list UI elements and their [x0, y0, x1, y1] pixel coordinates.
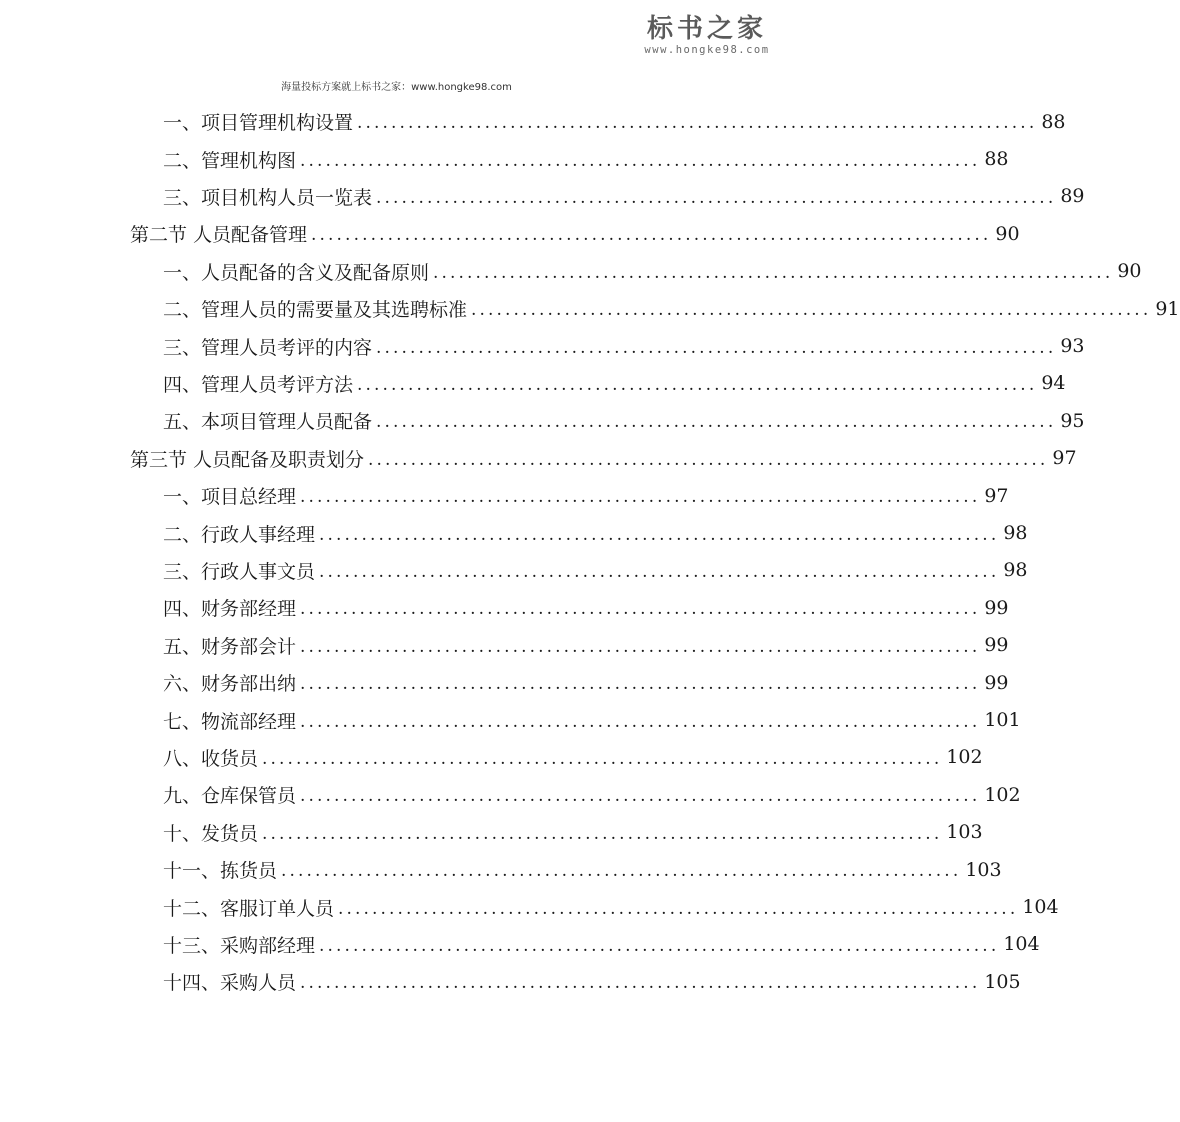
toc-entry-page: 95	[1060, 409, 1085, 432]
toc-entry-title: 二、行政人事经理	[163, 523, 316, 546]
toc-entry[interactable]	[163, 814, 983, 851]
toc-entry[interactable]	[163, 365, 1066, 402]
toc-entry[interactable]	[163, 739, 983, 776]
toc-dot-leader: ................................................................................	[357, 113, 1038, 134]
toc-entry-page: 88	[1041, 110, 1066, 133]
toc-dot-leader: ................................................................................	[300, 674, 981, 695]
toc-entry-page: 104	[1022, 896, 1059, 919]
toc-entry[interactable]	[163, 477, 1009, 514]
toc-dot-leader: ................................................................................	[300, 711, 981, 732]
toc-entry-page: 99	[984, 671, 1009, 694]
toc-entry[interactable]	[163, 253, 1142, 290]
toc-entry-title: 一、项目管理机构设置	[163, 112, 354, 135]
toc-entry-page: 101	[984, 709, 1021, 732]
toc-entry[interactable]	[163, 103, 1066, 140]
toc-entry-title: 十四、采购人员	[163, 972, 297, 995]
toc-entry-page: 88	[984, 148, 1009, 171]
toc-entry[interactable]	[163, 589, 1009, 626]
toc-entry-title: 四、财务部经理	[163, 598, 297, 621]
toc-entry-title: 第二节 人员配备管理	[130, 224, 308, 247]
toc-entry-title: 五、本项目管理人员配备	[163, 411, 373, 434]
header-banner: 海量投标方案就上标书之家：www.hongke98.com	[281, 82, 512, 93]
toc-entry-page: 103	[946, 821, 983, 844]
toc-entry-page: 90	[995, 222, 1020, 245]
toc-entry-page: 98	[1003, 522, 1028, 545]
toc-dot-leader: ................................................................................	[471, 300, 1152, 321]
toc-entry-title: 一、项目总经理	[163, 486, 297, 509]
toc-entry[interactable]	[163, 627, 1009, 664]
toc-dot-leader: ................................................................................	[319, 524, 1000, 545]
toc-entry-page: 90	[1117, 260, 1142, 283]
toc-entry-page: 94	[1041, 372, 1066, 395]
toc-entry[interactable]	[163, 664, 1009, 701]
toc-entry[interactable]	[163, 514, 1028, 551]
toc-dot-leader: ................................................................................	[300, 973, 981, 994]
toc-dot-leader: ................................................................................	[300, 786, 981, 807]
toc-dot-leader: ................................................................................	[357, 374, 1038, 395]
toc-dot-leader: ................................................................................	[281, 861, 962, 882]
toc-entry-page: 102	[984, 783, 1021, 806]
toc-entry-page: 105	[984, 970, 1021, 993]
toc-entry-page: 99	[984, 634, 1009, 657]
toc-dot-leader: ................................................................................	[376, 337, 1057, 358]
toc-entry-page: 97	[984, 484, 1009, 507]
toc-entry-title: 六、财务部出纳	[163, 673, 297, 696]
toc-entry[interactable]	[163, 701, 1021, 738]
toc-entry-page: 102	[946, 746, 983, 769]
toc-entry[interactable]	[163, 888, 1059, 925]
toc-entry-title: 九、仓库保管员	[163, 785, 297, 808]
toc-dot-leader: ................................................................................	[376, 412, 1057, 433]
toc-entry[interactable]	[163, 327, 1085, 364]
toc-entry-page: 97	[1052, 447, 1077, 470]
toc-entry-title: 三、项目机构人员一览表	[163, 186, 373, 209]
toc-dot-leader: ................................................................................	[368, 449, 1049, 470]
toc-entry-title: 第三节 人员配备及职责划分	[130, 448, 365, 471]
toc-entry-title: 十三、采购部经理	[163, 934, 316, 957]
toc-entry[interactable]	[163, 926, 1040, 963]
toc-dot-leader: ................................................................................	[433, 262, 1114, 283]
toc-dot-leader: ................................................................................	[376, 187, 1057, 208]
toc-entry[interactable]	[163, 963, 1021, 1000]
toc-entry-title: 五、财务部会计	[163, 635, 297, 658]
toc-entry-title: 一、人员配备的含义及配备原则	[163, 261, 430, 284]
toc-dot-leader: ................................................................................	[300, 599, 981, 620]
toc-entry-title: 十二、客服订单人员	[163, 897, 335, 920]
toc-entry[interactable]	[163, 552, 1028, 589]
site-logo	[643, 14, 771, 57]
toc-dot-leader: ................................................................................	[311, 225, 992, 246]
toc-entry-title: 十一、拣货员	[163, 860, 278, 883]
toc-entry-page: 91	[1155, 297, 1180, 320]
toc-dot-leader: ................................................................................	[262, 748, 943, 769]
toc-entry-page: 104	[1003, 933, 1040, 956]
logo-url: www.hongke98.com	[644, 44, 770, 56]
toc-dot-leader: ................................................................................	[262, 823, 943, 844]
toc-entry[interactable]	[163, 290, 1180, 327]
toc-entry-title: 八、收货员	[163, 747, 259, 770]
logo-name: 标书之家	[646, 14, 767, 44]
toc-entry[interactable]	[163, 402, 1085, 439]
toc-entry-title: 二、管理机构图	[163, 149, 297, 172]
toc-entry-title: 三、管理人员考评的内容	[163, 336, 373, 359]
toc-entry-page: 98	[1003, 559, 1028, 582]
toc-entry-title: 十、发货员	[163, 822, 259, 845]
toc-dot-leader: ................................................................................	[300, 636, 981, 657]
toc-dot-leader: ................................................................................	[319, 561, 1000, 582]
toc-entry[interactable]	[163, 140, 1009, 177]
toc-entry[interactable]	[163, 851, 1002, 888]
toc-entry-title: 四、管理人员考评方法	[163, 373, 354, 396]
toc-entry-title: 二、管理人员的需要量及其选聘标准	[163, 299, 468, 322]
toc-entry-page: 99	[984, 596, 1009, 619]
toc-dot-leader: ................................................................................	[300, 487, 981, 508]
toc-entry[interactable]	[130, 440, 1077, 477]
toc-entry-title: 三、行政人事文员	[163, 560, 316, 583]
toc-entry[interactable]	[163, 178, 1085, 215]
toc-entry-page: 93	[1060, 335, 1085, 358]
toc-dot-leader: ................................................................................	[300, 150, 981, 171]
toc-entry[interactable]	[163, 776, 1021, 813]
toc-entry-title: 七、物流部经理	[163, 710, 297, 733]
toc-dot-leader: ................................................................................	[338, 898, 1019, 919]
toc-entry-page: 89	[1060, 185, 1085, 208]
toc-entry[interactable]	[130, 215, 1020, 252]
toc-entry-page: 103	[965, 858, 1002, 881]
toc-dot-leader: ................................................................................	[319, 935, 1000, 956]
